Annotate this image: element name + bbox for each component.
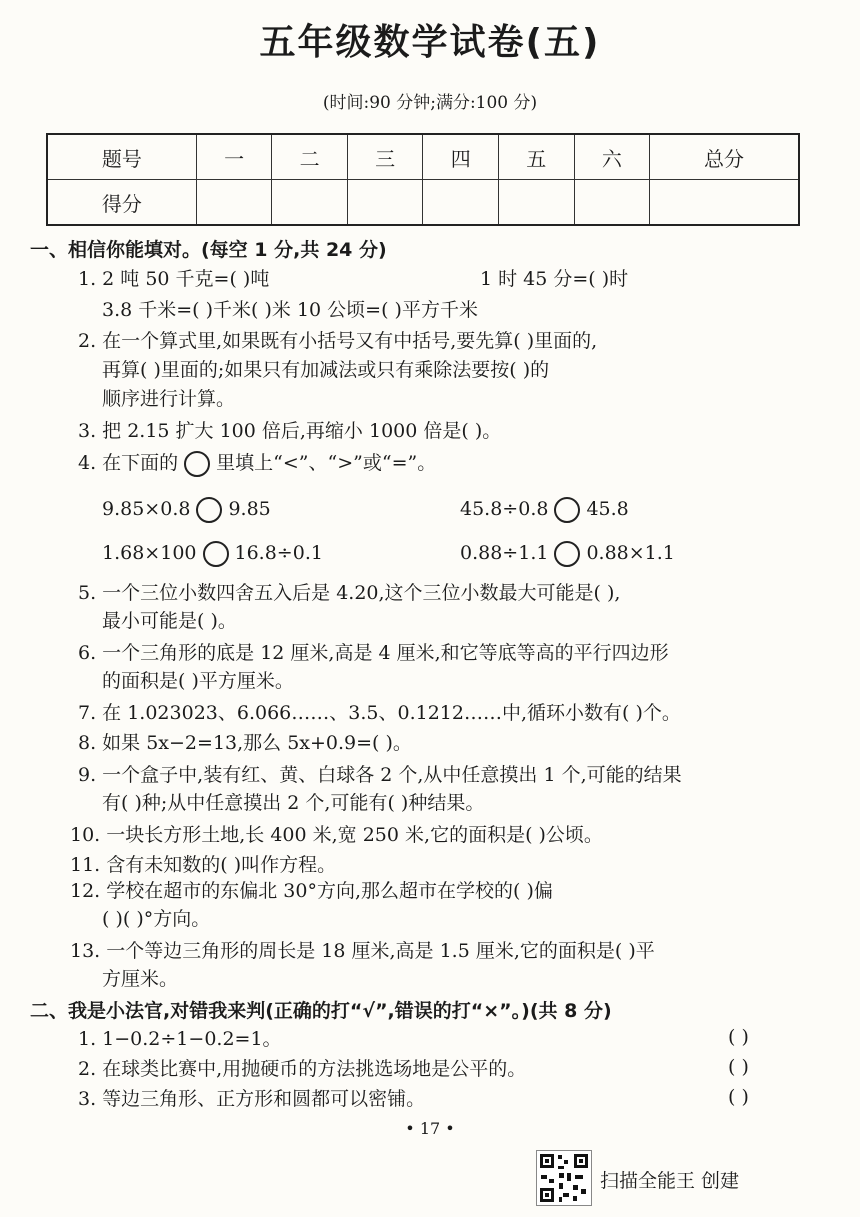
judge-item: 2. 在球类比赛中,用抛硬币的方法挑选场地是公平的。 xyxy=(78,1058,527,1080)
question-line: 3.8 千米=( )千米( )米 10 公顷=( )平方千米 xyxy=(102,299,478,321)
answer-paren[interactable]: ( ) xyxy=(728,1056,749,1078)
table-cell: 三 xyxy=(347,134,423,180)
scanner-watermark: 扫描全能王 创建 xyxy=(600,1170,740,1192)
table-cell: 题号 xyxy=(47,134,196,180)
score-cell[interactable] xyxy=(272,180,348,226)
score-cell[interactable] xyxy=(499,180,575,226)
question-line: 11. 含有未知数的( )叫作方程。 xyxy=(70,854,337,876)
answer-circle[interactable] xyxy=(203,541,229,567)
question-line: 6. 一个三角形的底是 12 厘米,高是 4 厘米,和它等底等高的平行四边形 xyxy=(78,642,669,664)
table-cell: 五 xyxy=(499,134,575,180)
judge-item: 3. 等边三角形、正方形和圆都可以密铺。 xyxy=(78,1088,426,1110)
question-line: 的面积是( )平方厘米。 xyxy=(102,670,294,692)
table-cell: 总分 xyxy=(650,134,799,180)
page-title: 五年级数学试卷(五) xyxy=(259,22,601,63)
qr-code-icon xyxy=(536,1150,592,1206)
question-line: 方厘米。 xyxy=(102,968,179,990)
table-cell: 四 xyxy=(423,134,499,180)
answer-circle[interactable] xyxy=(554,497,580,523)
judge-item: 1. 1−0.2÷1−0.2=1。 xyxy=(78,1028,282,1050)
page-number: • 17 • xyxy=(405,1119,455,1138)
question-line: ( )( )°方向。 xyxy=(102,908,211,930)
score-cell[interactable] xyxy=(650,180,799,226)
question-line: 再算( )里面的;如果只有加减法或只有乘除法要按( )的 xyxy=(102,359,550,381)
question-text: 里填上“<”、“>”或“=”。 xyxy=(216,452,437,474)
question-line: 顺序进行计算。 xyxy=(102,388,236,410)
expression-right: 9.85 xyxy=(228,498,271,520)
answer-circle[interactable] xyxy=(554,541,580,567)
score-cell[interactable] xyxy=(423,180,499,226)
expression-left: 45.8÷0.8 xyxy=(460,498,549,520)
expression-right: 45.8 xyxy=(586,498,629,520)
score-cell[interactable] xyxy=(347,180,423,226)
question-line: 8. 如果 5x−2=13,那么 5x+0.9=( )。 xyxy=(78,732,412,754)
expression-left: 0.88÷1.1 xyxy=(460,542,549,564)
question-line xyxy=(78,450,436,477)
expression-left: 9.85×0.8 xyxy=(102,498,191,520)
exam-info: (时间:90 分钟;满分:100 分) xyxy=(322,93,538,113)
expression-left: 1.68×100 xyxy=(102,542,197,564)
question-line: 有( )种;从中任意摸出 2 个,可能有( )种结果。 xyxy=(102,792,485,814)
question-line: 1 时 45 分=( )时 xyxy=(480,268,629,290)
circle-icon xyxy=(184,451,210,477)
table-row xyxy=(47,180,799,226)
comparison-item xyxy=(102,496,271,523)
score-cell[interactable] xyxy=(196,180,272,226)
question-line: 5. 一个三位小数四舍五入后是 4.20,这个三位小数最大可能是( ), xyxy=(78,582,621,604)
score-table xyxy=(46,133,800,226)
comparison-item xyxy=(102,540,323,567)
section-heading: 二、我是小法官,对错我来判(正确的打“√”,错误的打“×”。)(共 8 分) xyxy=(30,1000,612,1022)
comparison-item xyxy=(460,540,675,567)
table-cell: 一 xyxy=(196,134,272,180)
answer-paren[interactable]: ( ) xyxy=(728,1026,749,1048)
table-cell: 得分 xyxy=(47,180,196,226)
table-cell: 二 xyxy=(272,134,348,180)
question-line: 9. 一个盒子中,装有红、黄、白球各 2 个,从中任意摸出 1 个,可能的结果 xyxy=(78,764,682,786)
question-line: 12. 学校在超市的东偏北 30°方向,那么超市在学校的( )偏 xyxy=(70,880,553,902)
table-row xyxy=(47,134,799,180)
question-line: 1. 2 吨 50 千克=( )吨 xyxy=(78,268,270,290)
table-cell: 六 xyxy=(574,134,650,180)
comparison-item xyxy=(460,496,629,523)
score-cell[interactable] xyxy=(574,180,650,226)
section-heading: 一、相信你能填对。(每空 1 分,共 24 分) xyxy=(30,239,387,261)
expression-right: 0.88×1.1 xyxy=(586,542,675,564)
question-line: 13. 一个等边三角形的周长是 18 厘米,高是 1.5 厘米,它的面积是( )平 xyxy=(70,940,655,962)
answer-circle[interactable] xyxy=(196,497,222,523)
expression-right: 16.8÷0.1 xyxy=(234,542,323,564)
question-line: 2. 在一个算式里,如果既有小括号又有中括号,要先算( )里面的, xyxy=(78,330,598,352)
question-line: 7. 在 1.023023、6.066……、3.5、0.1212……中,循环小数有( )个。 xyxy=(78,702,681,724)
question-line: 3. 把 2.15 扩大 100 倍后,再缩小 1000 倍是( )。 xyxy=(78,420,502,442)
question-line: 最小可能是( )。 xyxy=(102,610,237,632)
question-text: 4. 在下面的 xyxy=(78,452,179,474)
answer-paren[interactable]: ( ) xyxy=(728,1086,749,1108)
question-line: 10. 一块长方形土地,长 400 米,宽 250 米,它的面积是( )公顷。 xyxy=(70,824,603,846)
